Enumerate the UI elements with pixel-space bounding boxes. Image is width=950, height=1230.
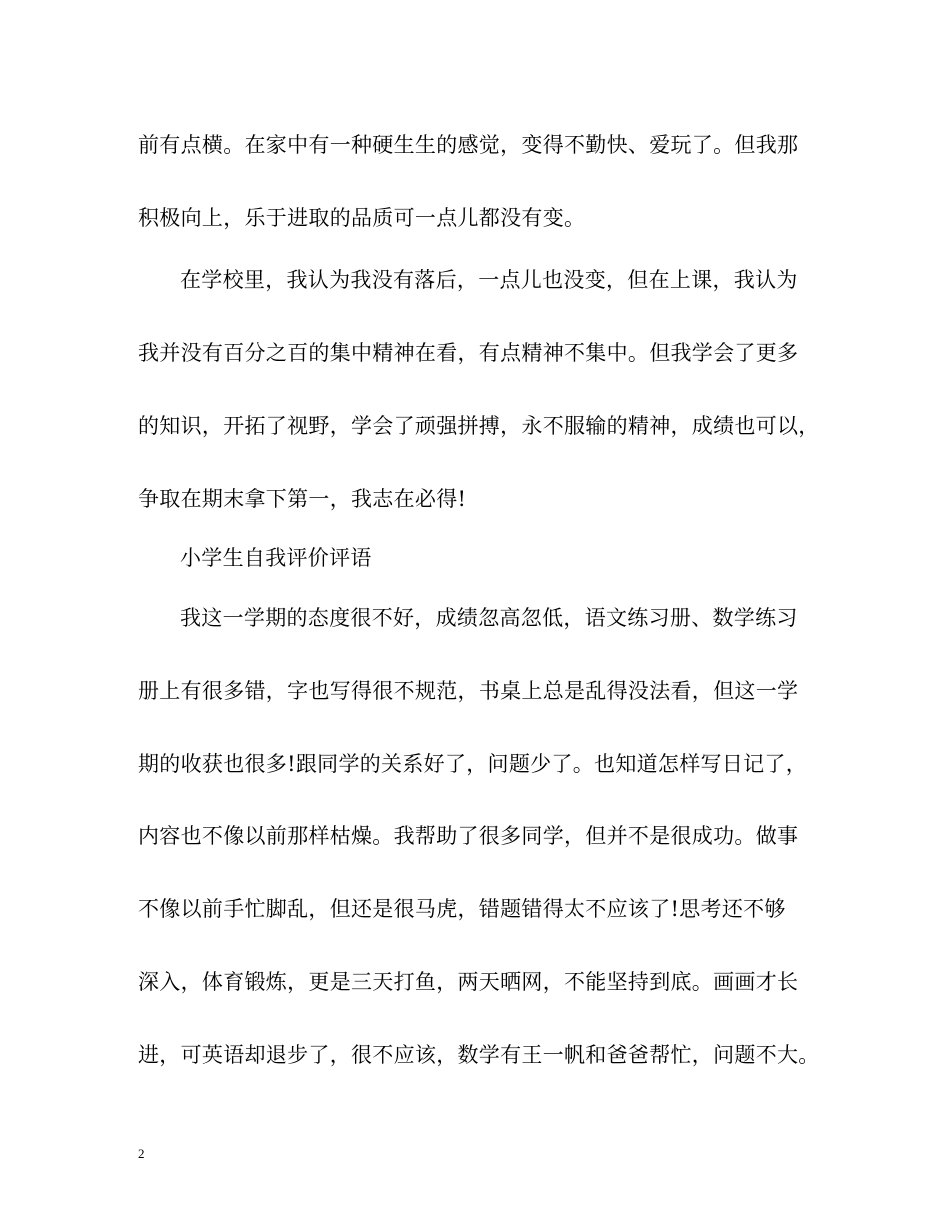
text-line-4: 我并没有百分之百的集中精神在看，有点精神不集中。但我学会了更多 [138,341,799,365]
text-line-9: 册上有很多错，字也写得很不规范，书桌上总是乱得没法看，但这一学 [138,679,799,703]
text-line-6: 争取在期末拿下第一，我志在必得! [138,487,467,511]
text-line-5: 的知识，开拓了视野，学会了顽强拼搏，永不服输的精神，成绩也可以， [138,414,820,438]
page-number: 2 [138,1146,145,1161]
text-line-8: 我这一学期的态度很不好，成绩忽高忽低，语文练习册、数学练习 [180,606,798,630]
text-line-14: 进，可英语却退步了，很不应该，数学有王一帆和爸爸帮忙，问题不大。 [138,1043,820,1067]
text-line-2: 积极向上，乐于进取的品质可一点儿都没有变。 [138,206,586,230]
text-line-11: 内容也不像以前那样枯燥。我帮助了很多同学，但并不是很成功。做事 [138,824,799,848]
text-line-13: 深入，体育锻炼，更是三天打鱼，两天晒网，不能坚持到底。画画才长 [138,970,799,994]
text-line-1: 前有点横。在家中有一种硬生生的感觉，变得不勤快、爱玩了。但我那 [138,133,799,157]
text-line-10: 期的收获也很多!跟同学的关系好了，问题少了。也知道怎样写日记了， [138,752,808,776]
text-line-12: 不像以前手忙脚乱，但还是很马虎，错题错得太不应该了!思考还不够 [138,897,786,921]
text-line-3: 在学校里，我认为我没有落后，一点儿也没变，但在上课，我认为 [180,268,798,292]
section-heading: 小学生自我评价评语 [180,546,372,570]
